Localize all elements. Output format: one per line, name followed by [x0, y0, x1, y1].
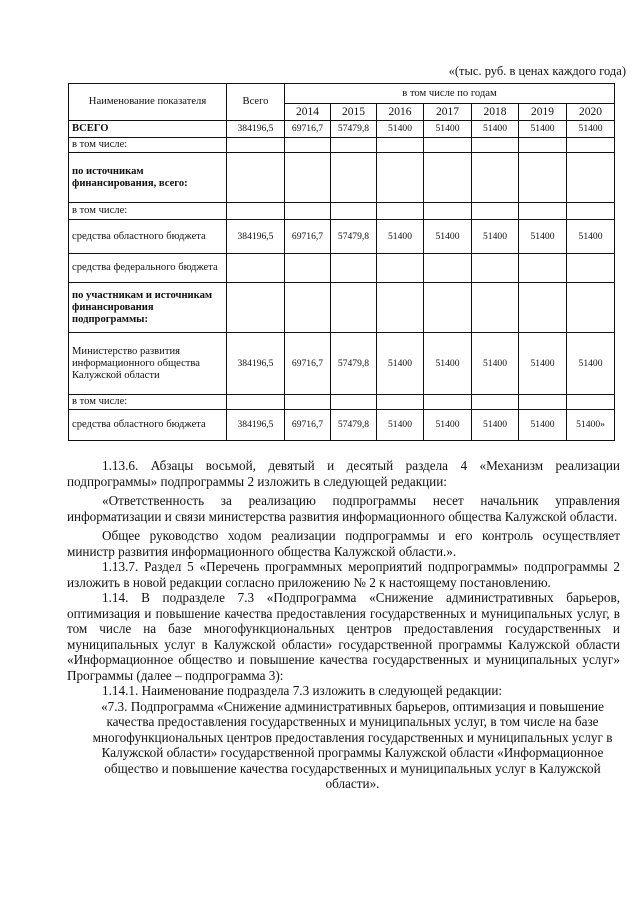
cell-year-value [331, 395, 377, 410]
cell-year-value [519, 153, 567, 203]
cell-year-value: 69716,7 [285, 121, 331, 138]
table-row [69, 203, 615, 220]
cell-total [227, 283, 285, 333]
cell-year-value: 57479,8 [331, 121, 377, 138]
cell-year-value [519, 283, 567, 333]
paragraph: «Ответственность за реализацию подпрограммы несет начальник управления информатизации и связи министерства развития информационного общества Калужской области. [67, 493, 620, 524]
cell-year-value [472, 203, 519, 220]
cell-year-value [567, 203, 615, 220]
cell-year-value: 51400 [424, 220, 472, 254]
header-year: 2017 [424, 104, 472, 121]
cell-year-value: 51400 [377, 333, 424, 395]
row-label: по источникам финансирования, всего: [69, 153, 227, 203]
cell-year-value [519, 395, 567, 410]
row-label: в том числе: [69, 138, 227, 153]
cell-year-value [424, 203, 472, 220]
cell-year-value [424, 395, 472, 410]
row-label: Министерство развития информационного общества Калужской области [69, 333, 227, 395]
paragraph: 1.14. В подразделе 7.3 «Подпрограмма «Снижение административных барьеров, оптимизация и повышение качества предоставления государственных и муниципальных услуг, в том числе на базе многофункциональных центров предоставления государственных и муниципальных услуг в Калужской области» государственной программы Калужской области «Информационное общество и повышение качества государственных и муниципальных услуг» Программы (далее – подпрограмма 3): [67, 590, 620, 683]
cell-year-value [519, 254, 567, 283]
cell-year-value [377, 203, 424, 220]
paragraph: Общее руководство ходом реализации подпрограммы и его контроль осуществляет министр развития информационного общества Калужской области.». [67, 528, 620, 559]
table-row [69, 153, 615, 203]
table-row [69, 121, 615, 138]
paragraph: «7.3. Подпрограмма «Снижение административных барьеров, оптимизация и повышение качества предоставления государственных и муниципальных услуг, в том числе на базе многофункциональных центров предоставления государственных и муниципальных услуг в Калужской области» государственной программы Калужской области «Информационное общество и повышение качества государственных и муниципальных услуг в Калужской области». [92, 698, 613, 791]
cell-year-value [331, 283, 377, 333]
cell-year-value [519, 138, 567, 153]
cell-year-value: 51400 [472, 121, 519, 138]
cell-year-value: 51400 [424, 121, 472, 138]
cell-year-value [377, 138, 424, 153]
cell-year-value: 51400 [519, 410, 567, 441]
cell-year-value [285, 283, 331, 333]
cell-year-value [377, 395, 424, 410]
table-row [69, 333, 615, 395]
row-label: средства федерального бюджета [69, 254, 227, 283]
cell-year-value [377, 254, 424, 283]
cell-year-value [377, 283, 424, 333]
cell-year-value: 51400 [519, 220, 567, 254]
cell-year-value [567, 395, 615, 410]
cell-year-value: 51400 [377, 121, 424, 138]
cell-year-value: 51400 [567, 220, 615, 254]
cell-year-value [377, 153, 424, 203]
cell-year-value [567, 153, 615, 203]
body-text [67, 458, 620, 792]
cell-total [227, 153, 285, 203]
header-year: 2020 [567, 104, 615, 121]
cell-total [227, 203, 285, 220]
cell-year-value: 51400» [567, 410, 615, 441]
cell-year-value: 51400 [519, 121, 567, 138]
cell-total [227, 138, 285, 153]
row-label: средства областного бюджета [69, 220, 227, 254]
cell-total: 384196,5 [227, 333, 285, 395]
header-year: 2016 [377, 104, 424, 121]
cell-year-value: 51400 [567, 333, 615, 395]
paragraph: 1.13.7. Раздел 5 «Перечень программных мероприятий подпрограммы» подпрограммы 2 изложить в новой редакции согласно приложению № 2 к настоящему постановлению. [67, 559, 620, 590]
cell-total [227, 395, 285, 410]
header-indicator: Наименование показателя [69, 84, 227, 121]
cell-year-value [472, 254, 519, 283]
unit-note: «(тыс. руб. в ценах каждого года) [448, 64, 626, 78]
table-row [69, 254, 615, 283]
row-label: в том числе: [69, 203, 227, 220]
cell-total: 384196,5 [227, 220, 285, 254]
cell-year-value [567, 254, 615, 283]
cell-year-value [567, 138, 615, 153]
cell-year-value: 69716,7 [285, 333, 331, 395]
header-year: 2014 [285, 104, 331, 121]
cell-total: 384196,5 [227, 121, 285, 138]
cell-year-value: 51400 [377, 220, 424, 254]
cell-year-value [331, 254, 377, 283]
cell-year-value [424, 138, 472, 153]
header-year: 2015 [331, 104, 377, 121]
header-by-years: в том числе по годам [285, 84, 615, 104]
table-row [69, 220, 615, 254]
cell-year-value [285, 138, 331, 153]
cell-year-value: 69716,7 [285, 220, 331, 254]
header-year: 2018 [472, 104, 519, 121]
cell-year-value: 51400 [472, 220, 519, 254]
cell-total: 384196,5 [227, 410, 285, 441]
cell-year-value [472, 153, 519, 203]
cell-year-value: 51400 [424, 410, 472, 441]
cell-year-value: 57479,8 [331, 220, 377, 254]
cell-year-value [331, 203, 377, 220]
cell-year-value [285, 203, 331, 220]
cell-year-value [331, 138, 377, 153]
cell-year-value: 57479,8 [331, 333, 377, 395]
cell-year-value [331, 153, 377, 203]
table-row [69, 283, 615, 333]
cell-year-value [472, 395, 519, 410]
cell-total [227, 254, 285, 283]
cell-year-value: 51400 [424, 333, 472, 395]
header-year: 2019 [519, 104, 567, 121]
cell-year-value [472, 283, 519, 333]
cell-year-value: 51400 [377, 410, 424, 441]
cell-year-value: 51400 [519, 333, 567, 395]
row-label: по участникам и источникам финансирования подпрограммы: [69, 283, 227, 333]
table-row [69, 410, 615, 441]
cell-year-value [519, 203, 567, 220]
paragraph: 1.14.1. Наименование подраздела 7.3 изложить в следующей редакции: [102, 683, 503, 698]
cell-year-value: 51400 [567, 121, 615, 138]
table-row [69, 395, 615, 410]
cell-year-value: 51400 [472, 410, 519, 441]
cell-year-value [285, 254, 331, 283]
paragraph: 1.13.6. Абзацы восьмой, девятый и десятый раздела 4 «Механизм реализации подпрограммы» подпрограммы 2 изложить в следующей редакции: [67, 458, 620, 489]
cell-year-value [424, 283, 472, 333]
cell-year-value [424, 254, 472, 283]
cell-year-value [424, 153, 472, 203]
cell-year-value [285, 395, 331, 410]
row-label: ВСЕГО [69, 121, 227, 138]
row-label: средства областного бюджета [69, 410, 227, 441]
cell-year-value [567, 283, 615, 333]
financing-table [68, 83, 615, 441]
table-row [69, 138, 615, 153]
header-total: Всего [227, 84, 285, 121]
cell-year-value [285, 153, 331, 203]
cell-year-value: 69716,7 [285, 410, 331, 441]
cell-year-value: 57479,8 [331, 410, 377, 441]
row-label: в том числе: [69, 395, 227, 410]
cell-year-value [472, 138, 519, 153]
cell-year-value: 51400 [472, 333, 519, 395]
